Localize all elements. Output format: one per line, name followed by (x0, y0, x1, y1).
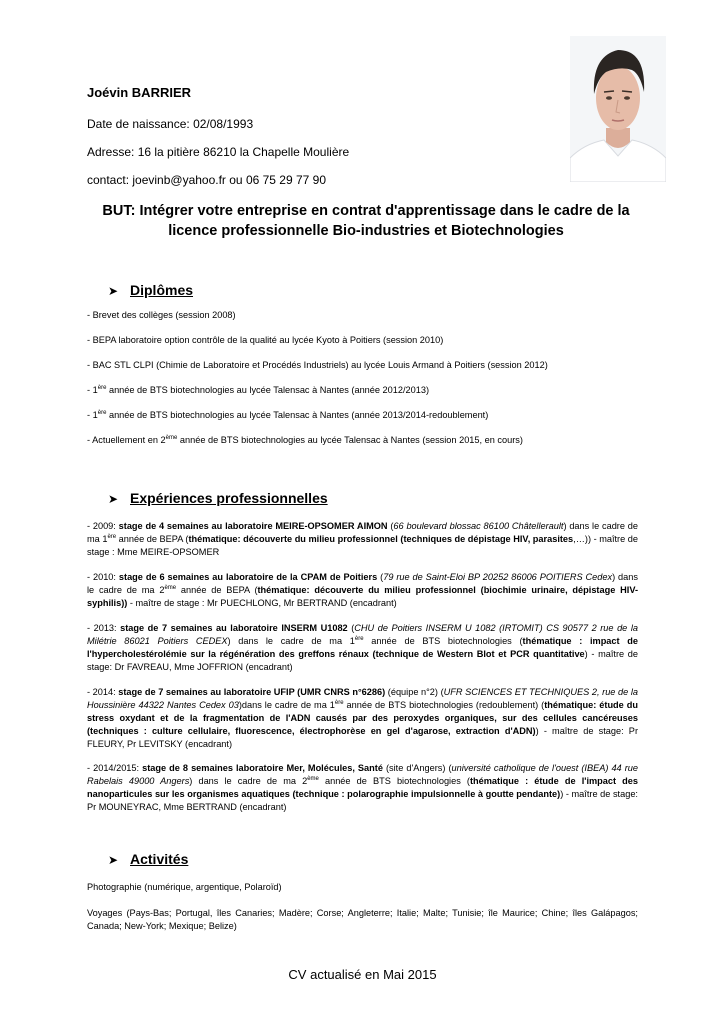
experience-text: CHU de Poitiers INSERM U 1082 (IRTOMIT) CS 90577 2 rue de la Milétrie 86021 Poitiers CEDEX (87, 623, 638, 646)
experience-text: stage de 8 semaines laboratoire Mer, Molécules, Santé (142, 763, 383, 773)
contact: contact: joevinb@yahoo.fr ou 06 75 29 77 90 (87, 173, 327, 187)
footer-update-date: CV actualisé en Mai 2015 (288, 967, 437, 982)
experience-text: thématique: découverte du milieu professionnel (techniques de dépistage HIV, parasites (188, 534, 574, 544)
experience-text: ère (334, 699, 344, 706)
activity-item: Voyages (Pays-Bas; Portugal, îles Canaries; Madère; Corse; Angleterre; Italie; Malte; Tunisie; île Maurice; Chine; îles Galápagos; Canada; New-York; Mexique; Belize) (87, 908, 638, 931)
experience-text: thématique: découverte du milieu professionnel (biochimie urinaire, dépistage HIV-syphilis)) (87, 585, 638, 608)
experience-text: (site d'Angers) ( (382, 763, 452, 773)
experience-text: UFR SCIENCES ET TECHNIQUES 2, rue de la Houssinière 44322 Nantes Cedex 03 (87, 687, 638, 710)
experience-text: 66 boulevard blossac 86100 Châtellerault (393, 521, 564, 531)
section-diplomes (108, 282, 193, 298)
experience-text: ère (107, 533, 117, 540)
section-experiences (108, 490, 328, 506)
experience-text: ) dans le cadre de ma 2 (189, 776, 308, 786)
experience-item (87, 571, 638, 610)
experience-text: université catholique de l'ouest (IBEA) 44 rue Rabelais 49000 Angers (87, 763, 638, 786)
arrow-bullet-icon: ➤ (108, 492, 119, 506)
experience-text: - 2010: (87, 572, 119, 582)
diploma-item: - 1ère année de BTS biotechnologies au lycée Talensac à Nantes (année 2012/2013) (87, 384, 430, 395)
experience-text: ) - maître de stage: Pr FLEURY, Pr LEVITSKY (encadrant) (87, 726, 638, 749)
profile-photo (570, 36, 666, 182)
experience-text: stage de 6 semaines au laboratoire de la CPAM de Poitiers (118, 572, 378, 582)
experience-text: ème (164, 584, 177, 591)
experience-text: année de BEPA ( (116, 534, 189, 544)
experience-text: ) - maître de stage: Dr FAVREAU, Mme JOFFRION (encadrant) (87, 649, 638, 672)
portrait-image (570, 36, 666, 182)
experience-text: année de BTS biotechnologies (redoublement) ( (343, 700, 545, 710)
experience-text: - 2013: (87, 623, 121, 633)
experience-text: année de BEPA ( (176, 585, 258, 595)
experience-text: thématique: étude du stress oxydant et de la fragmentation de l'ADN causés par des peroxydes organiques, sur des cellules cancéreuses (techniques : culture cellulaire, fluorescence, électrophorèse en gel d'agarose, extraction d'ADN) (87, 700, 638, 736)
experience-text: stage de 7 semaines au laboratoire UFIP (UMR CNRS n°6286) (118, 687, 386, 697)
diploma-item: - BAC STL CLPI (Chimie de Laboratoire et Procédés Industriels) au lycée Louis Armand à Poitiers (session 2012) (87, 360, 548, 370)
experience-text: ) dans le cadre de ma 1 (227, 636, 355, 646)
experience-text: stage de 7 semaines au laboratoire INSERM U1082 (120, 623, 348, 633)
experience-text: - maître de stage : Mr PUECHLONG, Mr BERTRAND (encadrant) (127, 598, 397, 608)
experience-item (87, 622, 638, 674)
experience-text: thématique : impact de l'hypercholestérolémie sur la régénération des greffons rénaux (technique de Western Blot et PCR quantitative (87, 636, 638, 659)
experience-text: thématique : étude de l'impact des nanoparticules sur les organismes aquatiques (technique : polarographie impulsionnelle à goutte pendante) (87, 776, 638, 799)
experience-item (87, 686, 638, 751)
section-title: Expériences professionnelles (130, 490, 328, 506)
experience-item (87, 762, 638, 814)
experience-text: 79 rue de Saint-Eloi BP 20252 86006 POITIERS Cedex (383, 572, 613, 582)
experience-text: ( (377, 572, 384, 582)
experience-text: - 2014: (87, 687, 119, 697)
section-activites (108, 851, 188, 867)
career-goal: BUT: Intégrer votre entreprise en contrat d'apprentissage dans le cadre de la licence professionnelle Bio-industries et Biotechnologies (102, 203, 630, 239)
arrow-bullet-icon: ➤ (108, 284, 119, 298)
experience-text: ème (307, 775, 319, 782)
section-title: Diplômes (130, 282, 194, 298)
experience-text: ère (354, 635, 364, 642)
experience-text: ) - maître de stage: Pr MOUNEYRAC, Mme BERTRAND (encadrant) (87, 789, 638, 812)
experience-text: - 2009: (87, 521, 119, 531)
diploma-item: - Brevet des collèges (session 2008) (87, 310, 236, 320)
experience-text: - 2014/2015: (87, 763, 143, 773)
experience-text: ,…)) - maître de stage : Mme MEIRE-OPSOMER (87, 534, 639, 557)
experience-text: ) dans le cadre de ma 1 (87, 521, 638, 544)
diploma-item: - 1ère année de BTS biotechnologies au lycée Talensac à Nantes (année 2013/2014-redoublement) (87, 409, 489, 420)
experience-text: stage de 4 semaines au laboratoire MEIRE-OPSOMER AIMON (118, 521, 388, 531)
experience-text: ( (387, 521, 394, 531)
arrow-bullet-icon: ➤ (108, 853, 119, 867)
section-title: Activités (130, 851, 189, 867)
activity-item: Photographie (numérique, argentique, Polaroïd) (87, 882, 282, 892)
experience-item (87, 520, 638, 559)
address: Adresse: 16 la pitière 86210 la Chapelle Moulière (87, 145, 350, 159)
experience-text: année de BTS biotechnologies ( (318, 776, 470, 786)
birth-date: Date de naissance: 02/08/1993 (87, 117, 254, 131)
diploma-item: - BEPA laboratoire option contrôle de la qualité au lycée Kyoto à Poitiers (session 2010) (87, 335, 444, 345)
experience-text: année de BTS biotechnologies ( (363, 636, 523, 646)
experience-text: ) dans le cadre de ma 2 (87, 572, 638, 595)
experience-text: )dans le cadre de ma 1 (238, 700, 335, 710)
experience-text: ( (347, 623, 355, 633)
experience-text: (équipe n°2) ( (385, 687, 444, 697)
candidate-name: Joévin BARRIER (87, 85, 192, 100)
diploma-item: - Actuellement en 2ème année de BTS biotechnologies au lycée Talensac à Nantes (session 2015, en cours) (87, 434, 523, 445)
